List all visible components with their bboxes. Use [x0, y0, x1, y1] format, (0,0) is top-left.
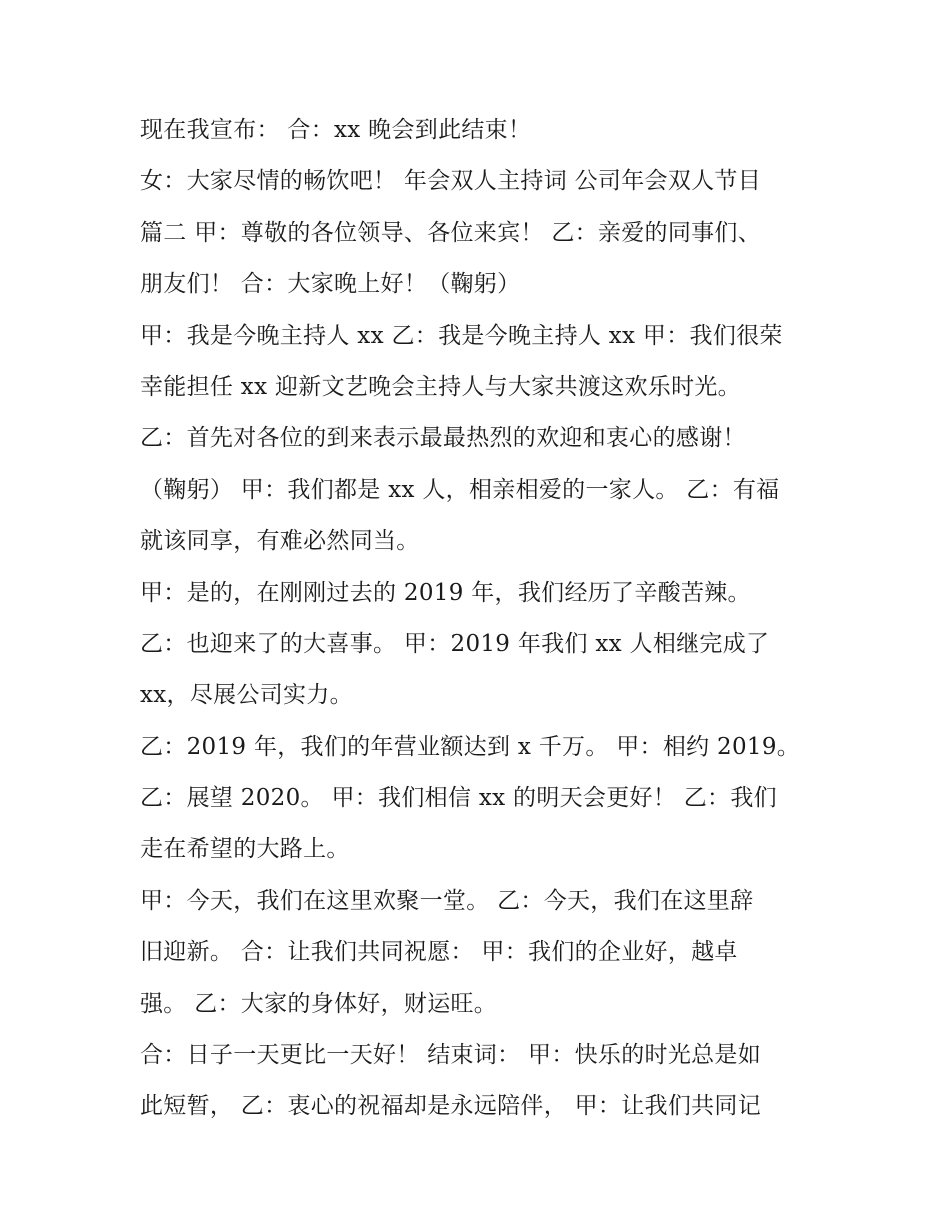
- text-line: （鞠躬） 甲：我们都是 xx 人，相亲相爱的一家人。 乙：有福: [140, 476, 780, 503]
- text-line: 篇二 甲：尊敬的各位领导、各位来宾！ 乙：亲爱的同事们、: [140, 219, 762, 246]
- text-line: 女：大家尽情的畅饮吧！ 年会双人主持词 公司年会双人节目: [140, 168, 762, 195]
- text-line: 幸能担任 xx 迎新文艺晚会主持人与大家共渡这欢乐时光。: [140, 373, 741, 400]
- text-line: 强。 乙：大家的身体好，财运旺。: [140, 990, 498, 1017]
- text-line: 朋友们！ 合：大家晚上好！（鞠躬）: [140, 271, 521, 298]
- text-line: 乙：2019 年，我们的年营业额达到 x 千万。 甲：相约 2019。: [140, 733, 801, 760]
- text-line: 乙：展望 2020。 甲：我们相信 xx 的明天会更好！ 乙：我们: [140, 785, 777, 812]
- text-line: 走在希望的大路上。: [140, 836, 350, 863]
- text-line: 旧迎新。 合：让我们共同祝愿： 甲：我们的企业好，越卓: [140, 939, 738, 966]
- text-line: 乙：首先对各位的到来表示最最热烈的欢迎和衷心的感谢！: [140, 425, 746, 452]
- document-text-body: [140, 110, 820, 1138]
- text-line: 甲：今天，我们在这里欢聚一堂。 乙：今天，我们在这里辞: [140, 887, 754, 914]
- text-line: xx，尽展公司实力。: [140, 682, 353, 709]
- text-line: 甲：我是今晚主持人 xx 乙：我是今晚主持人 xx 甲：我们很荣: [140, 322, 783, 349]
- text-line: 就该同享，有难必然同当。: [140, 528, 420, 555]
- text-line: 甲：是的，在刚刚过去的 2019 年，我们经历了辛酸苦辣。: [140, 579, 751, 606]
- text-line: 乙：也迎来了的大喜事。 甲：2019 年我们 xx 人相继完成了: [140, 630, 770, 657]
- text-line: 此短暂， 乙：衷心的祝福却是永远陪伴， 甲：让我们共同记: [140, 1093, 762, 1120]
- text-line: 合：日子一天更比一天好！ 结束词： 甲：快乐的时光总是如: [140, 1042, 762, 1069]
- text-line: 现在我宣布： 合：xx 晚会到此结束！: [140, 117, 532, 143]
